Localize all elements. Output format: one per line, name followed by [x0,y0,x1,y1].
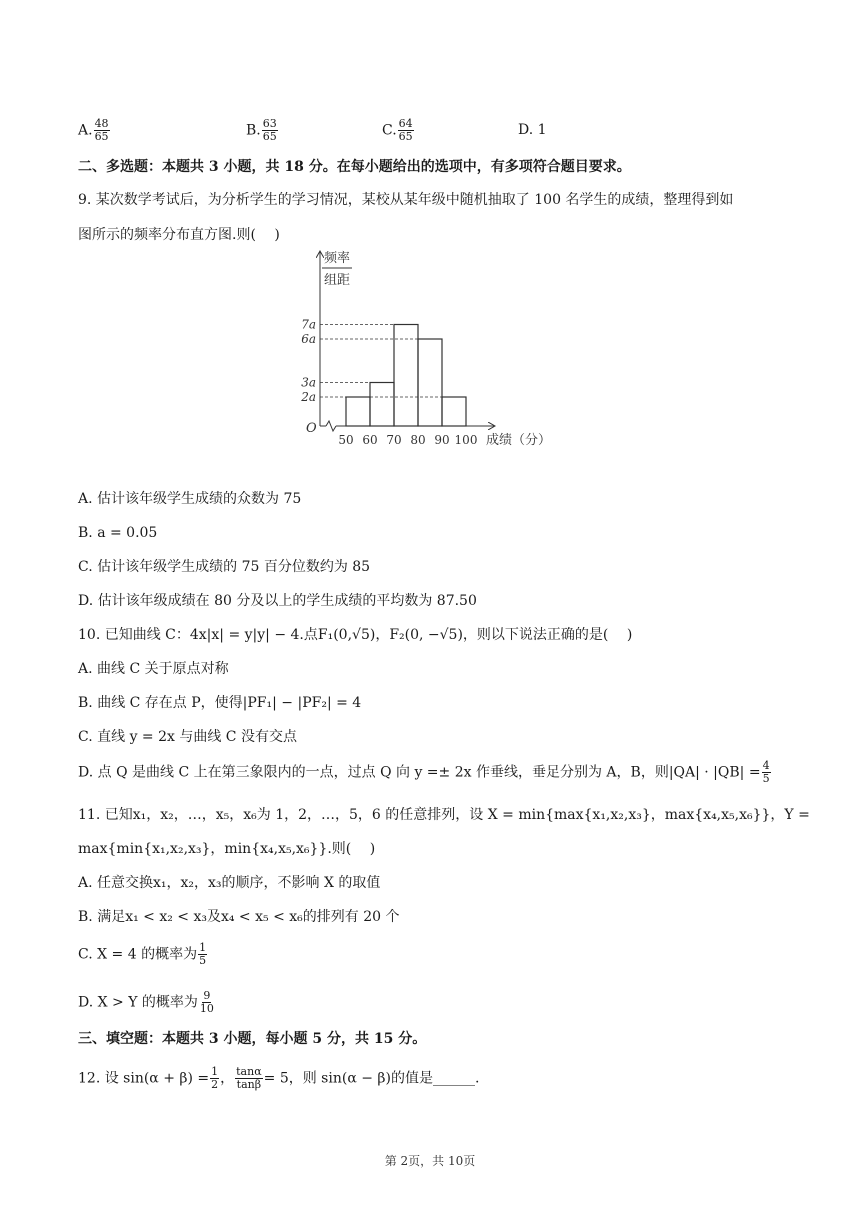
numerator: 63 [262,117,277,130]
denominator: 65 [262,130,277,143]
numerator: tanα [236,1065,262,1078]
q12-separator: ， [220,1070,235,1087]
q9-option-c: C. 估计该年级学生成绩的 75 百分位数约为 85 [78,559,371,575]
histogram-bar [394,325,418,427]
y-tick-label: 7a [301,317,316,332]
q9-option-d: D. 估计该年级成绩在 80 分及以上的学生成绩的平均数为 87.50 [78,593,477,609]
origin-label: O [306,421,317,436]
q10-option-b: B. 曲线 C 存在点 P，使得|PF₁| − |PF₂| = 4 [78,695,362,711]
denominator: 5 [199,954,207,967]
q11-stem-line2: max{min{x₁,x₂,x₃}，min{x₄,x₅,x₆}}.则( ) [78,841,376,857]
frequency-histogram [290,246,580,456]
option-label: A. [78,122,93,139]
x-tick-label: 60 [362,433,378,447]
q12-stem [78,1066,479,1091]
section3-title: 三、填空题：本题共 3 小题，每小题 5 分，共 15 分。 [78,1031,427,1047]
fraction [262,118,278,143]
y-tick-label: 6a [301,332,316,346]
denominator: tanβ [236,1078,262,1091]
q11-option-d [78,990,216,1015]
x-tick-label: 100 [454,433,478,447]
denominator: 2 [211,1078,219,1091]
section2-title: 二、多选题：本题共 3 小题，共 18 分。在每小题给出的选项中，有多项符合题目要求。 [78,159,631,175]
x-tick-label: 90 [434,433,450,447]
numerator: 1 [211,1065,219,1078]
q8-option-b [246,118,279,143]
q11-option-d-text: D. X > Y 的概率为 [78,994,198,1011]
histogram-bar [370,383,394,427]
q9-option-b: B. a = 0.05 [78,525,158,541]
fraction [198,942,207,967]
y-tick-label: 3a [301,375,316,390]
numerator: 64 [398,117,413,130]
numerator: 48 [94,117,109,130]
q12-suffix: = 5，则 sin(α − β)的值是______. [263,1070,480,1087]
denominator: 65 [398,130,413,143]
numerator: 1 [199,941,207,954]
denominator: 10 [199,1002,214,1015]
q11-option-a: A. 任意交换x₁，x₂，x₃的顺序，不影响 X 的取值 [78,875,381,891]
q8-option-a [78,118,111,143]
q9-stem-line1: 9. 某次数学考试后，为分析学生的学习情况，某校从某年级中随机抽取了 100 名学生的成绩，整理得到如 [78,192,734,208]
x-axis-label: 成绩（分） [486,433,552,448]
q10-option-d [78,760,772,785]
q10-stem: 10. 已知曲线 C：4x|x| = y|y| − 4.点F₁(0,√5)，F₂(0, −√5)，则以下说法正确的是( ) [78,627,633,643]
axis-break-mark [326,421,336,431]
fraction [199,990,215,1015]
fraction [235,1066,263,1091]
q11-option-b: B. 满足x₁ < x₂ < x₃及x₄ < x₅ < x₆的排列有 20 个 [78,909,400,925]
q8-option-d: D. 1 [518,122,547,138]
fraction [210,1066,219,1091]
x-tick-label: 50 [338,433,354,447]
q9-stem-line2: 图所示的频率分布直方图.则( ) [78,227,280,243]
histogram-bar [442,397,466,426]
option-label: B. [246,122,261,139]
q12-prefix: 12. 设 sin(α + β) = [78,1070,210,1087]
q11-stem-line1: 11. 已知x₁，x₂，…，x₅，x₆为 1，2，…，5，6 的任意排列，设 X = min{max{x₁,x₂,x₃}，max{x₄,x₅,x₆}}，Y = [78,807,810,823]
q11-option-c [78,942,208,967]
histogram-bar [418,339,442,426]
denominator: 5 [762,772,770,785]
q10-option-a: A. 曲线 C 关于原点对称 [78,661,229,677]
fraction [762,760,771,785]
y-axis-label-bottom: 组距 [324,273,351,288]
numerator: 4 [762,759,770,772]
x-tick-label: 80 [410,433,426,447]
option-label: C. [382,122,397,139]
fraction [398,118,414,143]
x-tick-label: 70 [386,433,402,447]
histogram-bar [346,397,370,426]
fraction [94,118,110,143]
q10-option-d-text: D. 点 Q 是曲线 C 上在第三象限内的一点，过点 Q 向 y =± 2x 作垂线，垂足分别为 A，B，则|QA| · |QB| = [78,764,761,781]
q10-option-c: C. 直线 y = 2x 与曲线 C 没有交点 [78,729,297,745]
q8-option-c [382,118,415,143]
numerator: 9 [203,989,211,1002]
y-tick-label: 2a [301,390,316,404]
denominator: 65 [94,130,109,143]
q11-option-c-text: C. X = 4 的概率为 [78,946,198,963]
q9-option-a: A. 估计该年级学生成绩的众数为 75 [78,491,302,507]
y-axis-label-top: 频率 [324,251,351,266]
page-footer: 第 2页，共 10页 [384,1154,476,1168]
